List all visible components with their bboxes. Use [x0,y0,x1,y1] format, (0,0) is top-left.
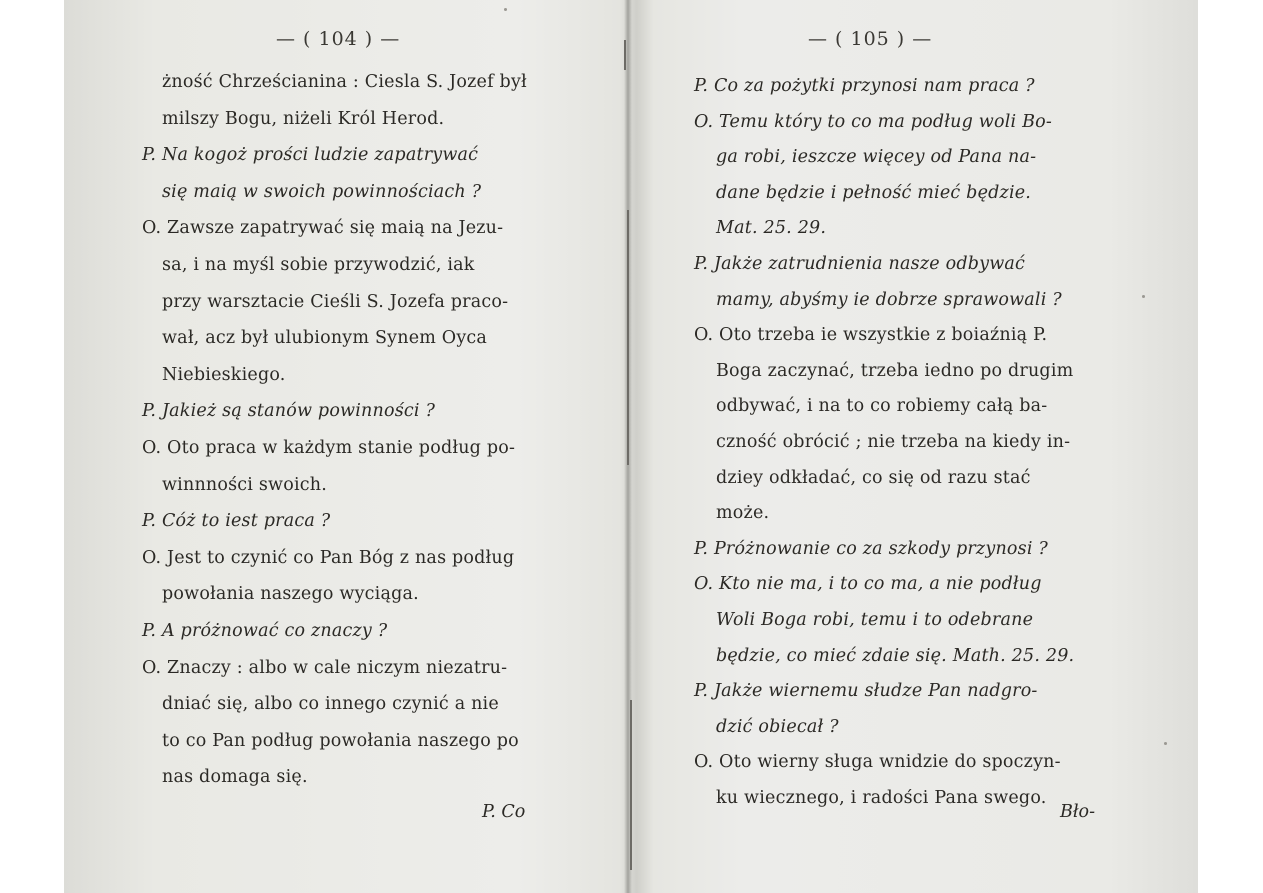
left-catchword: P. Co [482,802,526,822]
text-line: ga robi, ieszcze więcey od Pana na- [716,147,1037,168]
left-page [64,0,624,893]
text-line: ku wiecznego, i radości Pana swego. [716,788,1047,808]
text-line: O. Oto wierny sługa wnidzie do spoczyn- [694,752,1061,773]
left-page-number: — ( 104 ) — [276,28,401,50]
text-line: O. Kto nie ma, i to co ma, a nie podług [694,574,1042,595]
right-catchword: Bło- [1060,802,1095,822]
text-line: O. Oto trzeba ie wszystkie z boiaźnią P. [694,325,1048,346]
text-line: Boga zaczynać, trzeba iedno po drugim [716,360,1074,381]
text-line: wał, acz był ulubionym Synem Oyca [162,328,488,349]
text-line: nas domaga się. [162,767,308,788]
text-line: mamy, abyśmy ie dobrze sprawowali ? [716,289,1062,310]
text-line: przy warsztacie Cieśli S. Jozefa praco- [162,291,509,312]
text-line: O. Zawsze zapatrywać się maią na Jezu- [142,218,504,239]
right-page-number: — ( 105 ) — [808,28,933,50]
text-line: dziey odkładać, co się od razu stać [716,467,1031,488]
binding-mark-top [624,40,626,70]
text-line: Mat. 25. 29. [716,218,827,239]
text-line: P. Na kogoż prości ludzie zapatrywać [142,145,479,166]
text-line: powołania naszego wyciąga. [162,584,419,605]
text-line: P. Co za pożytki przynosi nam praca ? [694,76,1035,96]
text-line: P. Cóż to iest praca ? [142,511,331,532]
binding-mark-middle [627,210,629,465]
text-line: P. Jakież są stanów powinności ? [142,401,436,422]
text-line: dane będzie i pełność mieć będzie. [716,182,1032,203]
text-line: żność Chrześcianina : Ciesla S. Jozef był [162,72,527,92]
text-line: może. [716,503,770,524]
text-line: milszy Bogu, niżeli Król Herod. [162,108,445,129]
text-line: czność obrócić ; nie trzeba na kiedy in- [716,432,1071,452]
text-line: dzić obiecał ? [716,716,839,737]
right-page [632,0,1198,893]
text-line: O. Znaczy : albo w cale niczym niezatru- [142,657,508,678]
text-line: to co Pan podług powołania naszego po [162,730,519,751]
text-line: O. Jest to czynić co Pan Bóg z nas podług [142,547,515,568]
text-line: O. Temu który to co ma podług woli Bo- [694,111,1052,132]
text-line: będzie, co mieć zdaie się. Math. 25. 29. [716,645,1075,666]
text-line: sa, i na myśl sobie przywodzić, iak [162,255,475,275]
text-line: P. Próżnowanie co za szkody przynosi ? [694,538,1048,559]
text-line: P. Jakże zatrudnienia nasze odbywać [694,254,1026,274]
text-line: dniać się, albo co innego czynić a nie [162,694,499,715]
text-line: Niebieskiego. [162,364,286,385]
text-line: odbywać, i na to co robiemy całą ba- [716,396,1048,417]
text-line: O. Oto praca w każdym stanie podług po- [142,438,516,458]
text-line: Woli Boga robi, temu i to odebrane [716,610,1034,630]
text-line: P. A próżnować co znaczy ? [142,621,388,641]
book-spread [64,0,1198,893]
text-line: P. Jakże wiernemu słudze Pan nadgro- [694,681,1038,702]
text-line: się maią w swoich powinnościach ? [162,181,482,202]
text-line: winnności swoich. [162,474,327,495]
